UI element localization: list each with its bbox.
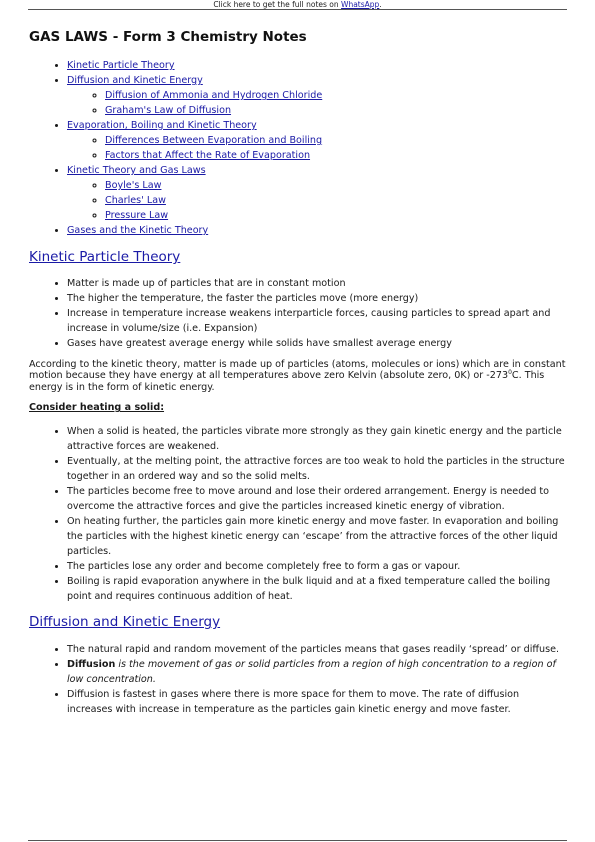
toc-item <box>105 103 567 118</box>
toc-link-boyles-law[interactable]: Boyle's Law <box>105 180 162 191</box>
toc-link-evaporation[interactable]: Evaporation, Boiling and Kinetic Theory <box>67 120 257 131</box>
toc-item <box>67 73 567 118</box>
list-item: • Eventually, at the melting point, the attractive forces are too weak to hold the particles in the structure together in an ordered way and so the solid melts. <box>67 454 567 484</box>
banner-suffix: . <box>379 0 382 9</box>
paragraph-text: According to the kinetic theory, matter is made up of particles (atoms, molecules or ions) which are in constant motion because they have energy at all temperatures above zero Kelvin (absolute zero, 0K) or -273 <box>29 359 566 382</box>
diffusion-term: Diffusion <box>67 659 116 671</box>
list-item: • Gases have greatest average energy while solids have smallest average energy <box>67 336 567 351</box>
section-heading-kinetic-theory <box>29 249 567 266</box>
toc-link-diffusion-ammonia[interactable]: Diffusion of Ammonia and Hydrogen Chloride <box>105 90 323 101</box>
toc-sublist <box>67 88 567 118</box>
toc-link-differences[interactable]: Differences Between Evaporation and Boiling <box>105 135 323 146</box>
toc-link-gases-kinetic[interactable]: Gases and the Kinetic Theory <box>67 225 209 236</box>
heating-subheading: Consider heating a solid: <box>29 402 165 414</box>
toc-link-gas-laws[interactable]: Kinetic Theory and Gas Laws <box>67 165 206 176</box>
list-item: • Matter is made up of particles that are in constant motion <box>67 276 567 291</box>
list-item: • The particles lose any order and become completely free to form a gas or vapour. <box>67 559 567 574</box>
section-link-kinetic-theory[interactable]: Kinetic Particle Theory <box>29 249 181 265</box>
toc-link-charles-law[interactable]: Charles' Law <box>105 195 166 206</box>
whatsapp-link[interactable]: WhatsApp <box>341 0 380 9</box>
whatsapp-banner <box>0 0 595 9</box>
list-item: • On heating further, the particles gain more kinetic energy and move faster. In evaporation and boiling the particles with the highest kinetic energy can ‘escape’ from the attractive forces of the other liquid particles. <box>67 514 567 559</box>
top-divider <box>28 9 567 10</box>
toc-link-diffusion[interactable]: Diffusion and Kinetic Energy <box>67 75 203 86</box>
toc-item <box>105 208 567 223</box>
list-item: • The natural rapid and random movement of the particles means that gases readily ‘spread’ or diffuse. <box>67 642 567 657</box>
kinetic-theory-bullets <box>29 276 567 351</box>
list-item: • When a solid is heated, the particles vibrate more strongly as they gain kinetic energy and the particle attractive forces are weakened. <box>67 424 567 454</box>
list-item: • Diffusion is fastest in gases where there is more space for them to move. The rate of diffusion increases with increase in temperature as the particles gain kinetic energy and move faster. <box>67 687 567 717</box>
toc-link-factors[interactable]: Factors that Affect the Rate of Evaporation <box>105 150 311 161</box>
toc-item <box>105 193 567 208</box>
toc-item <box>105 178 567 193</box>
diffusion-bullets <box>29 642 567 717</box>
toc-link-kinetic-particle-theory[interactable]: Kinetic Particle Theory <box>67 60 175 71</box>
list-item: • Increase in temperature increase weakens interparticle forces, causing particles to spread apart and increase in volume/size (i.e. Expansion) <box>67 306 567 336</box>
toc-item <box>105 88 567 103</box>
section-link-diffusion[interactable]: Diffusion and Kinetic Energy <box>29 614 221 631</box>
toc-item <box>105 148 567 163</box>
list-item: • The particles become free to move around and lose their ordered arrangement. Energy is needed to overcome the attractive forces and give the particles increased kinetic energy of vibration. <box>67 484 567 514</box>
section-heading-diffusion <box>29 614 567 631</box>
table-of-contents <box>29 58 567 238</box>
list-item: • The higher the temperature, the faster the particles move (more energy) <box>67 291 567 306</box>
degree-superscript: 0 <box>508 369 512 377</box>
toc-link-pressure-law[interactable]: Pressure Law <box>105 210 169 221</box>
heating-bullets <box>29 424 567 604</box>
paragraph-text: C. This energy is in the form of kinetic energy. <box>29 370 545 393</box>
document-body <box>29 29 567 717</box>
document-title: GAS LAWS - Form 3 Chemistry Notes <box>29 29 307 45</box>
toc-item <box>67 118 567 163</box>
diffusion-definition: is the movement of gas or solid particles from a region of high concentration to a region of low concentration. <box>67 659 556 686</box>
toc-link-grahams-law[interactable]: Graham's Law of Diffusion <box>105 105 232 116</box>
banner-prefix: Click here to get the full notes on <box>213 0 342 9</box>
toc-sublist <box>67 178 567 223</box>
list-item <box>67 657 567 687</box>
toc-item <box>67 163 567 223</box>
list-item: • Boiling is rapid evaporation anywhere in the bulk liquid and at a fixed temperature called the boiling point and requires continuous addition of heat. <box>67 574 567 604</box>
toc-item <box>67 58 567 73</box>
toc-sublist <box>67 133 567 163</box>
kinetic-theory-paragraph <box>29 359 567 393</box>
toc-item <box>67 223 567 238</box>
bottom-divider <box>28 840 567 841</box>
toc-item <box>105 133 567 148</box>
